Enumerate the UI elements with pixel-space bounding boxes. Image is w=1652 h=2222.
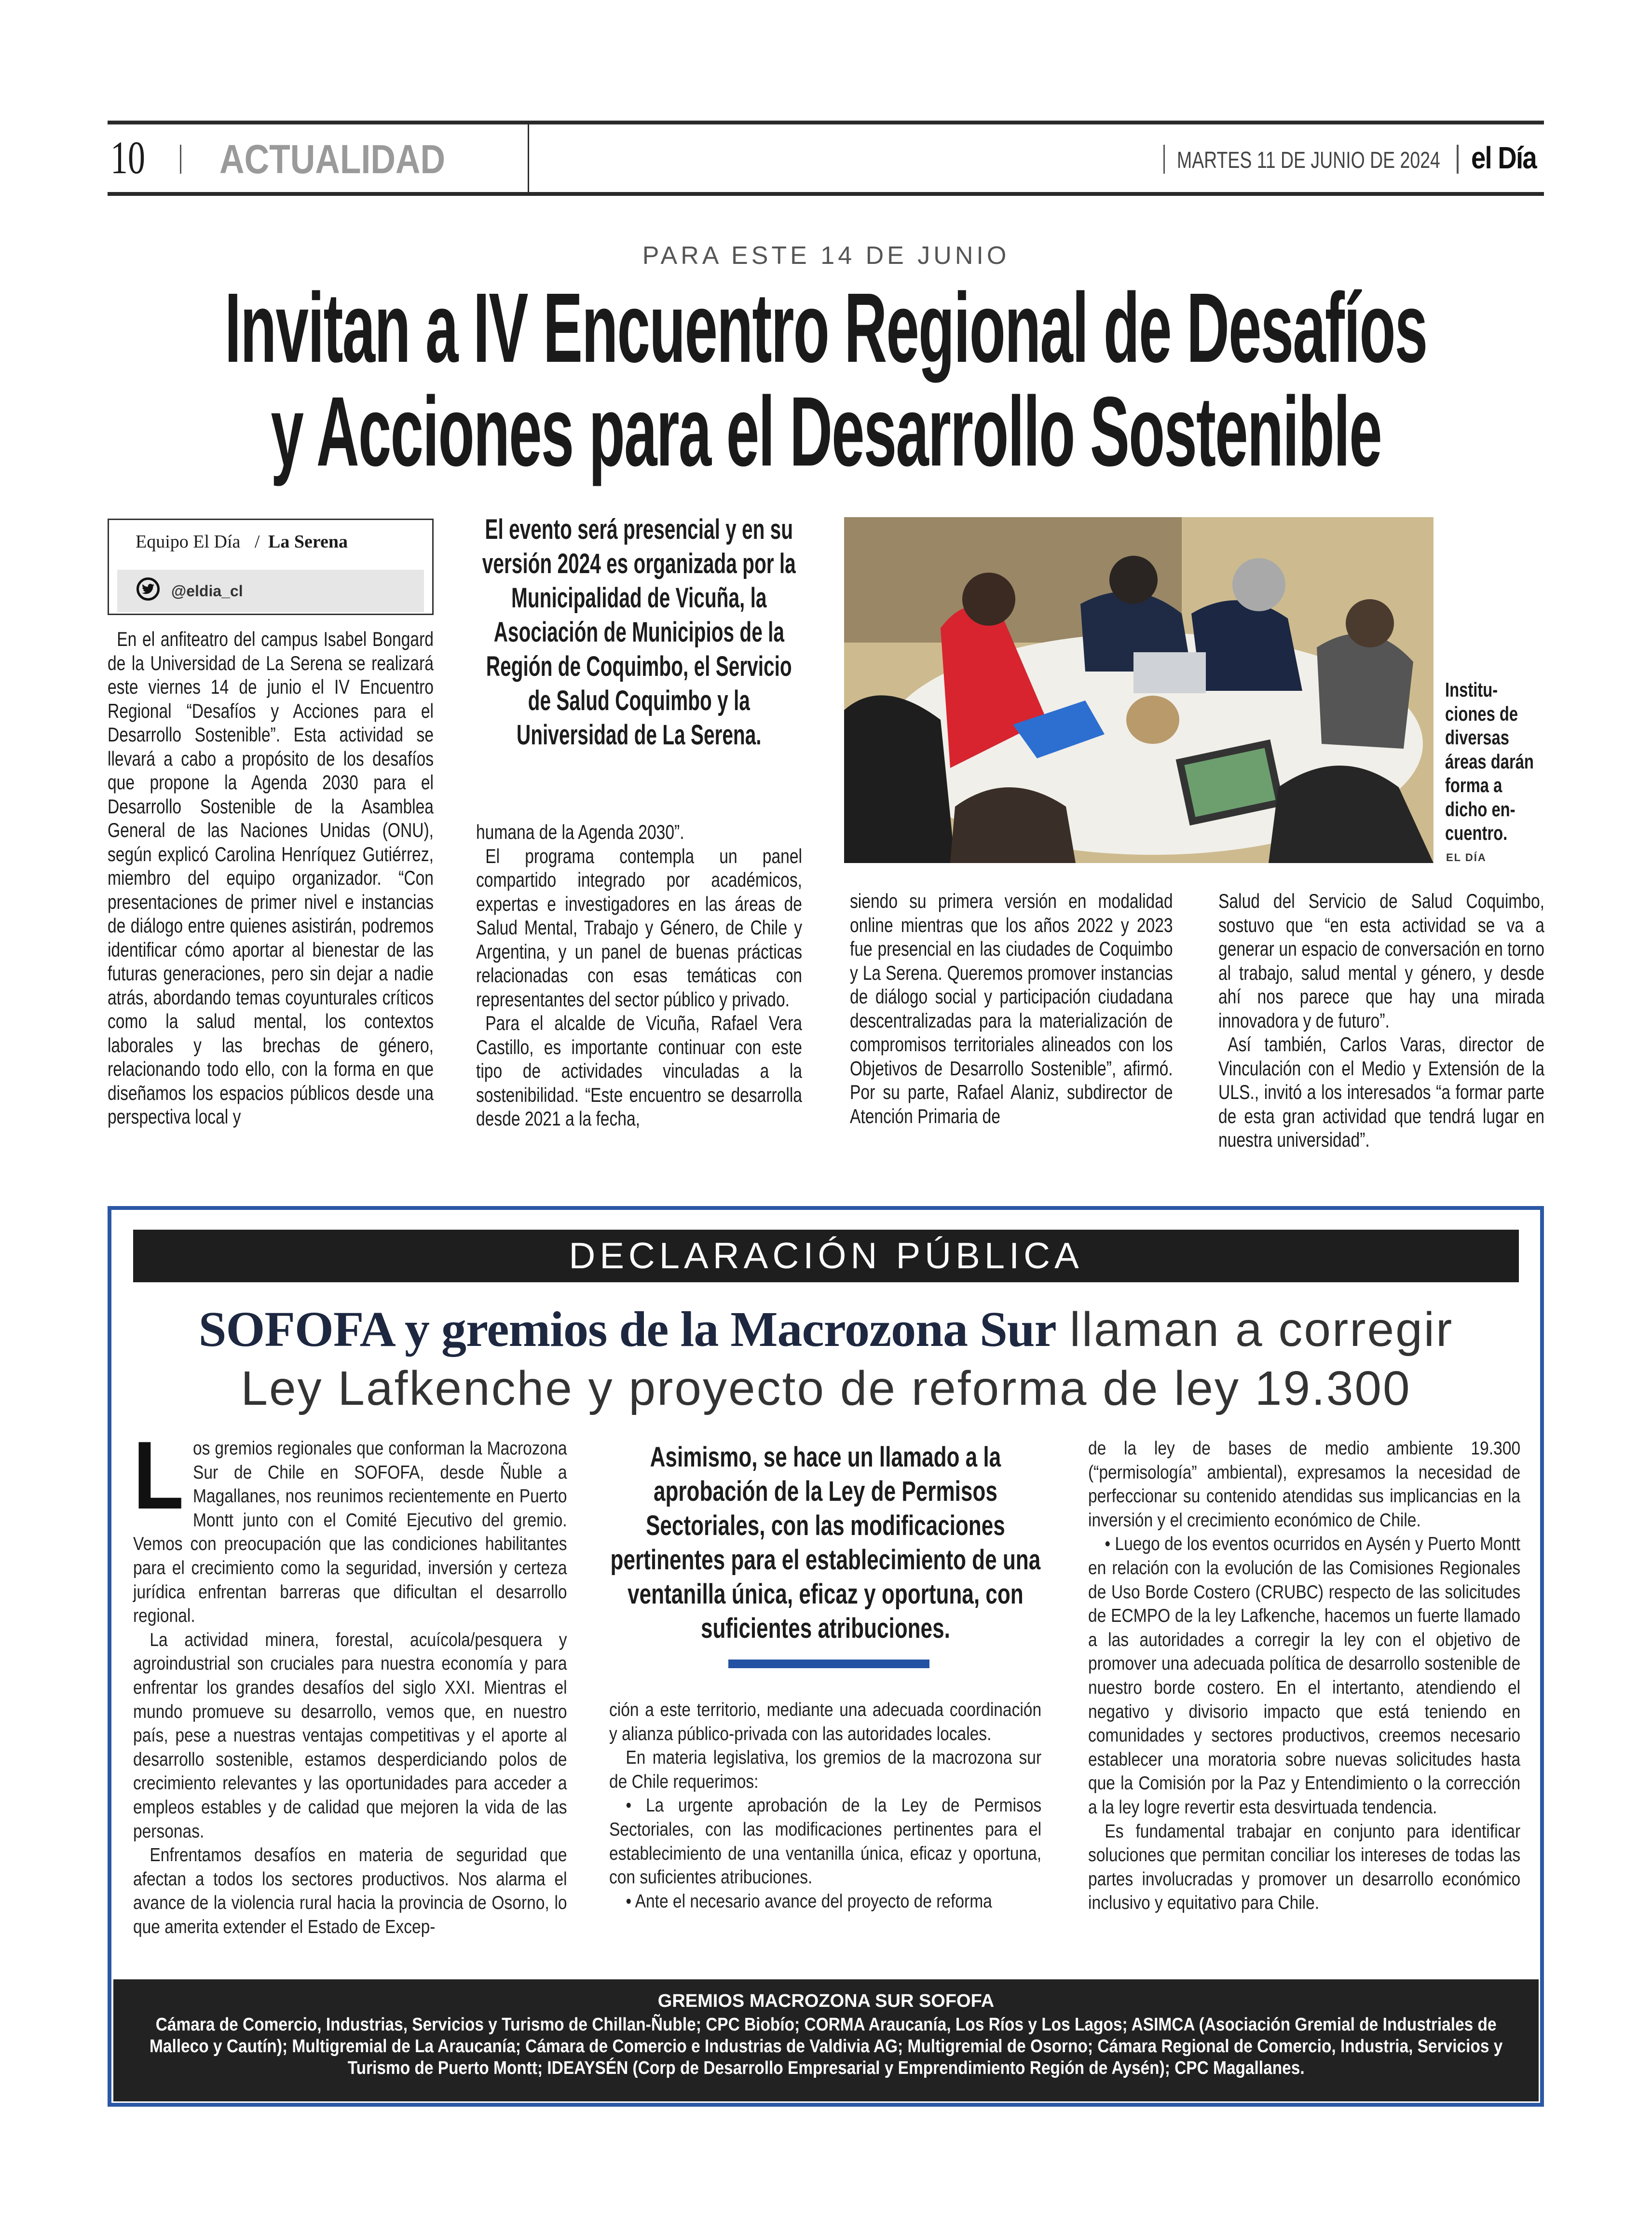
twitter-icon (137, 577, 160, 601)
paragraph: El programa contempla un panel compartido integrado por académicos, expertas e investigadores en las áreas de Salud Mental, Trabajo y Género, de Chile y Argentina, y un panel de buenas prácticas relacionadas con esas temáticas con representantes del sector público y privado. (476, 844, 802, 1011)
paragraph: En el anfiteatro del campus Isabel Bongard de la Universidad de La Serena se realizará este viernes 14 de junio el IV Encuentro Regional “Desafíos y Acciones para el Desarrollo Sostenible”. Esta actividad se llevará a cabo a propósito de los desafíos que propone la Agenda 2030 para el Desarrollo Sostenible de la Asamblea General de las Naciones Unidas (ONU), según explicó Carolina Henríquez Gutiérrez, miembro del equipo organizador. “Con presentaciones de primer nivel e instancias de diálogo entre quienes asistirán, podremos identificar cómo aportar al bienestar de las futuras generaciones, pero sin dejar a nadie atrás, abordando temas coyunturales críticos como la salud mental, los contextos laborales y las brechas de género, relacionando todo ello, con la forma en que diseñamos los espacios públicos desde una perspectiva local y (108, 628, 434, 1128)
article-pull-quote: El evento será presencial y en su versión 2024 es organizada por la Municipalidad de Vicuña, la Asociación de Municipios de la Región de Coquimbo, el Servicio de Salud Coquimbo y la Universidad de La Serena. (482, 514, 796, 751)
paragraph: Es fundamental trabajar en conjunto para identificar soluciones que permitan conciliar los intereses de todas las partes involucradas y promover un desarrollo económico inclusivo y equitativo para Chile. (1088, 1821, 1521, 1914)
paragraph: siendo su primera versión en modalidad online mientras que los años 2022 y 2023 fue presencial en las ciudades de Coquimbo y La Serena. Queremos promover instancias de diálogo social y participación ciudadana descentralizadas para la materialización de compromisos territoriales alineados con los Objetivos de Desarrollo Sostenible”, afirmó. Por su parte, Rafael Alaniz, subdirector de Atención Primaria de (850, 890, 1173, 1127)
person-striped (1317, 633, 1413, 749)
byline-location: La Serena (268, 532, 348, 552)
kicker: PARA ESTE 14 DE JUNIO (642, 242, 1010, 270)
header-top-rule (108, 121, 1544, 124)
twitter-bar[interactable] (117, 570, 424, 612)
declaration-column-a (133, 1422, 567, 1939)
paragraph: Así también, Carlos Varas, director de Vinculación con el Medio y Extensión de la ULS., invitó a los interesados “a formar parte de esta gran actividad que tendrá lugar en nuestra universidad”. (1218, 1033, 1544, 1151)
header-divider (528, 123, 529, 194)
header-pipe-date (1163, 145, 1165, 174)
headline-line-1: Invitan a IV Encuentro Regional de Desafíos (225, 273, 1427, 383)
signatories-list: Cámara de Comercio, Industrias, Servicios y Turismo de Chillan-Ñuble; CPC Biobío; CORMA Araucanía, Los Ríos y Los Lagos; ASIMCA (Asociación Gremial de Industriales de Malleco y Cautín); Multigremial de La Araucanía; Cámara de Comercio e Industrias de Valdivia AG; Multigremial de Osorno; Cámara Regional de Comercio, Industria, Servicios y Turismo de Puerto Montt; IDEAYSÉN (Corp de Desarrollo Empresarial y Emprendimiento Región de Aysén); CPC Magallanes. (149, 2015, 1503, 2078)
laptop (1133, 652, 1206, 693)
declaration-banner: DECLARACIÓN PÚBLICA (133, 1230, 1519, 1282)
declaration-pull-quote: Asimismo, se hace un llamado a la aprobación de la Ley de Permisos Sectoriales, con las modificaciones pertinentes para el establecimiento de una ventanilla única, eficaz y oportuna, con suficientes atribuciones. (610, 1441, 1041, 1644)
issue-date: MARTES 11 DE JUNIO DE 2024 (1177, 148, 1440, 173)
paragraph: Para el alcalde de Vicuña, Rafael Vera Castillo, es importante continuar con este tipo de actividades vinculadas a la sostenibilidad. “Este encuentro se desarrolla desde 2021 a la fecha, (476, 1012, 802, 1130)
header-bottom-rule (108, 192, 1544, 196)
signatories-footer (113, 1979, 1539, 2101)
paragraph: La actividad minera, forestal, acuícola/pesquera y agroindustrial son cruciales para nuestra economía y para enfrentar los grandes desafíos del siglo XXI. Mientras el mundo promueve su desarrollo, vemos que, en nuestro país, pese a nuestras ventajas competitivas y el aporte al desarrollo sostenible, estamos desperdiciando polos de crecimiento relevantes y las oportunidades para acceder a empleos estables y de calidad que mejoren la vida de las personas. (133, 1629, 567, 1842)
photo-credit: EL DÍA (1446, 851, 1487, 864)
declaration-title-line-2: Ley Lafkenche y proyecto de reforma de ley 19.300 (241, 1361, 1411, 1415)
paragraph: Salud del Servicio de Salud Coquimbo, sostuvo que “en esta actividad se va a generar un espacio de conversación en torno al trabajo, salud mental y género, y desde ahí nos parece que hay una mirada innovadora y de futuro”. (1218, 890, 1544, 1032)
article-column-4 (1218, 889, 1544, 1152)
declaration-title-line-1: SOFOFA y gremios de la Macrozona Sur llaman a corregir (198, 1302, 1454, 1357)
person-foreground-left (844, 695, 955, 863)
paragraph: humana de la Agenda 2030”. (476, 821, 684, 843)
pull-quote-accent-rule (728, 1660, 929, 1668)
signatories-title: GREMIOS MACROZONA SUR SOFOFA (657, 1991, 995, 2011)
bullet-item: • La urgente aprobación de la Ley de Permisos Sectoriales, con las modificaciones pertinentes para el establecimiento de una ventanilla única, eficaz y oportuna, con suficientes atribuciones. (609, 1795, 1042, 1888)
article-column-1 (108, 627, 434, 1129)
drop-cap: L (133, 1422, 184, 1529)
byline-author: Equipo El Día / La Serena (136, 532, 348, 552)
section-title: ACTUALIDAD (219, 137, 446, 182)
headline-line-2: y Acciones para el Desarrollo Sostenible (271, 376, 1381, 487)
twitter-handle[interactable]: @eldia_cl (171, 582, 243, 600)
photo-caption: Institu- ciones de diversas áreas darán forma a dicho en- cuentro. (1445, 678, 1534, 844)
byline-box (108, 519, 434, 615)
bullet-item: • Luego de los eventos ocurridos en Aysén y Puerto Montt en relación con la evolución de las Comisiones Regionales de Uso Borde Costero (CRUBC) respecto de las solicitudes de ECMPO de la ley Lafkenche, hacemos un fuerte llamado a las autoridades a corregir la ley con el objetivo de promover una adecuada política de desarrollo sostenible de nuestro borde costero. En el intertanto, atendiendo el negativo y divisorio impacto que está teniendo en comunidades y sectores productivos, creemos necesario establecer una moratoria sobre nuevas solicitudes hasta que la Comisión por la Paz y Entendimiento o la corrección a la ley logre revertir esta desvirtuada tendencia. (1088, 1534, 1521, 1818)
paragraph: Enfrentamos desafíos en materia de seguridad que afectan a todos los sectores productivos. Nos alarma el avance de la violencia rural hacia la provincia de Osorno, lo que amerita extender el Estado de Excep- (133, 1845, 567, 1937)
header-pipe (180, 145, 181, 174)
article-column-2 (476, 820, 802, 1131)
paragraph: ción a este territorio, mediante una adecuada coordinación y alianza público-privada con las autoridades locales. (609, 1700, 1042, 1744)
newspaper-logo: el Día (1471, 140, 1536, 175)
centerpiece-basket (1126, 696, 1179, 744)
declaration-column-b (609, 1698, 1041, 1913)
declaration-column-c (1088, 1437, 1520, 1915)
article-column-3 (850, 889, 1173, 1128)
paragraph: En materia legislativa, los gremios de la macrozona sur de Chile requerimos: (609, 1747, 1042, 1792)
article-photo (844, 517, 1434, 863)
paragraph: Los gremios regionales que conforman la Macrozona Sur de Chile en SOFOFA, desde Ñuble a Magallanes, nos reunimos recientemente en Puerto Montt junto con el Comité Ejecutivo del gremio. Vemos con preocupación que las condiciones habilitantes para el crecimiento como la seguridad, inversión y certeza jurídica enfrentan barreras que dificultan el desarrollo regional. (133, 1422, 567, 1627)
bullet-item: • Ante el necesario avance del proyecto de reforma (626, 1891, 992, 1912)
paragraph: de la ley de bases de medio ambiente 19.300 (“permisología” ambiental), expresamos la necesidad de perfeccionar su contenido atendidas sus implicancias en la inversión y el crecimiento económico de Chile. (1088, 1438, 1521, 1531)
page-number: 10 (110, 132, 145, 183)
header-pipe-logo (1457, 145, 1459, 174)
